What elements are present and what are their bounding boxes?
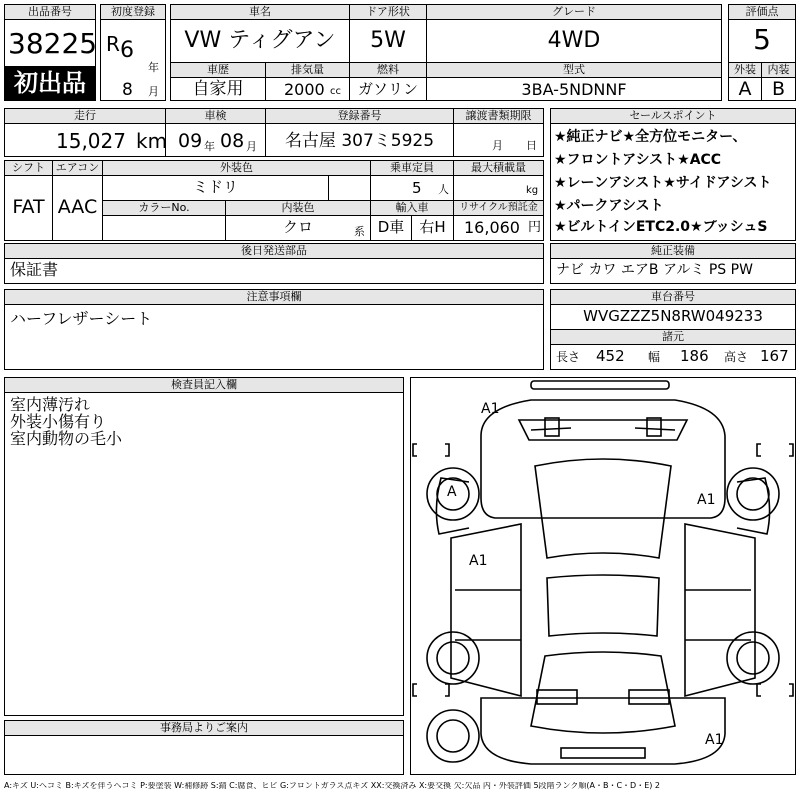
color-no-box [102, 215, 226, 241]
reg-year: 6 [120, 38, 134, 63]
inspection-year: 09 [178, 130, 203, 152]
ac-label: エアコン [52, 160, 103, 176]
reg-month: 8 [122, 80, 133, 100]
history-label: 車歴 [170, 62, 266, 78]
first-reg-label: 初度登録 [100, 4, 166, 20]
fuel-value: ガソリン [357, 80, 418, 98]
load-label: 最大積載量 [453, 160, 544, 176]
seats-unit: 人 [438, 183, 449, 196]
color-value: ミドリ [192, 178, 238, 196]
seats-value: 5 [412, 179, 422, 197]
equipment-value: ナビ カワ エアB アルミ PS PW [556, 262, 753, 278]
mileage-unit: km [136, 129, 168, 153]
recycle-value: 16,060 [464, 218, 520, 237]
car-name: VW ティグアン [184, 28, 336, 53]
mark-left-side: A1 [469, 553, 488, 569]
length-label: 長さ [556, 350, 581, 364]
mark-front-right: A1 [697, 492, 716, 508]
displacement-value: 2000 [284, 80, 325, 99]
door-label: ドア形状 [349, 4, 427, 20]
recycle-label: リサイクル預託金 [453, 200, 544, 216]
load-unit: kg [526, 185, 539, 196]
mileage-label: 走行 [4, 108, 166, 124]
month-unit: 月 [148, 85, 159, 98]
color-aux-box [328, 175, 371, 201]
score-label: 評価点 [728, 4, 796, 20]
first-listing-badge: 初出品 [5, 66, 95, 100]
interior-color-label: 内装色 [225, 200, 371, 216]
shift-value: FAT [12, 196, 45, 218]
vin-value: WVGZZZ5N8RW049233 [583, 307, 763, 325]
era: R [106, 32, 120, 56]
history-value: 自家用 [192, 79, 244, 99]
import-dealer: D車 [377, 218, 405, 236]
later-parts-box [4, 258, 544, 284]
width-label: 幅 [648, 350, 661, 364]
inspection-label: 車検 [165, 108, 266, 124]
seats-label: 乗車定員 [370, 160, 454, 176]
vin-label: 車台番号 [550, 289, 796, 305]
car-name-label: 車名 [170, 4, 350, 20]
inspection-month: 08 [220, 130, 245, 152]
sales-points-label: セールスポイント [550, 108, 796, 124]
shift-label: シフト [4, 160, 53, 176]
notes-value: ハーフレザーシート [10, 309, 153, 328]
model-code-value: 3BA-5NDNNF [521, 80, 627, 99]
ext-label: 外装 [728, 62, 762, 78]
later-parts-value: 保証書 [10, 260, 59, 279]
car-diagram [410, 377, 796, 775]
equipment-label: 純正装備 [550, 243, 796, 259]
int-label: 内装 [761, 62, 796, 78]
mark-rear: A1 [705, 732, 724, 748]
displacement-unit: cc [330, 86, 341, 97]
notes-label: 注意事項欄 [4, 289, 544, 305]
mileage-value: 15,027 [56, 129, 126, 153]
int-grade: B [771, 78, 786, 100]
plate-value: 名古屋 307ミ5925 [284, 131, 435, 151]
inspector-label: 検査員記入欄 [4, 377, 404, 393]
displacement-label: 排気量 [265, 62, 350, 78]
inspector-note-2: 外装小傷有り [10, 412, 107, 431]
sales-point-2: ★フロントアシスト★ACC [554, 152, 722, 168]
inspection-year-unit: 年 [204, 140, 215, 153]
dims-label: 諸元 [550, 329, 796, 345]
length-value: 452 [596, 347, 625, 365]
ext-grade: A [738, 78, 752, 100]
interior-color-unit: 系 [354, 225, 365, 238]
fuel-label: 燃料 [349, 62, 427, 78]
lot-label: 出品番号 [4, 4, 96, 20]
height-value: 167 [760, 347, 789, 365]
transfer-label: 譲渡書類期限 [453, 108, 544, 124]
legend-text: A:キズ U:ヘコミ B:キズを伴うヘコミ P:要塗装 W:補修跡 S:錆 C:腐食、ヒビ G:フロントガラス点キズ XX:交換済み X:要交換 欠:欠品 内・外装評価 5段階ランク順(A・B・C・D・E) 2 [4, 782, 661, 790]
lot-number: 38225 [8, 27, 98, 60]
color-label: 外装色 [102, 160, 371, 176]
office-box [4, 735, 404, 775]
inspector-note-3: 室内動物の毛小 [10, 429, 123, 448]
recycle-unit: 円 [528, 220, 542, 235]
mark-front: A1 [481, 401, 500, 417]
steering: 右H [419, 218, 446, 236]
ac-value: AAC [57, 196, 98, 218]
later-parts-label: 後日発送部品 [4, 243, 544, 259]
inspection-month-unit: 月 [246, 140, 257, 153]
grade-value: 4WD [547, 28, 601, 53]
sales-point-4: ★パークアシスト [554, 198, 664, 214]
car-outline [411, 378, 795, 774]
plate-label: 登録番号 [265, 108, 454, 124]
import-label: 輸入車 [370, 200, 454, 216]
inspector-note-1: 室内薄汚れ [10, 395, 91, 414]
height-label: 高さ [724, 350, 749, 364]
office-label: 事務局よりご案内 [4, 720, 404, 736]
score-value: 5 [753, 23, 771, 56]
sales-point-1: ★純正ナビ★全方位モニター、 [554, 129, 747, 145]
grade-label: グレード [426, 4, 722, 20]
sales-point-3: ★レーンアシスト★サイドアシスト [554, 175, 772, 191]
color-no-label: カラーNo. [102, 200, 226, 216]
sales-point-5: ★ビルトインETC2.0★プッシュS [554, 220, 768, 234]
transfer-day-unit: 日 [526, 139, 537, 152]
interior-color-value: クロ [282, 218, 313, 236]
mark-front-left-wheel: A [447, 484, 457, 500]
year-unit: 年 [148, 61, 159, 74]
door-value: 5W [370, 28, 406, 53]
transfer-month-unit: 月 [492, 139, 503, 152]
width-value: 186 [680, 347, 709, 365]
model-code-label: 型式 [426, 62, 722, 78]
